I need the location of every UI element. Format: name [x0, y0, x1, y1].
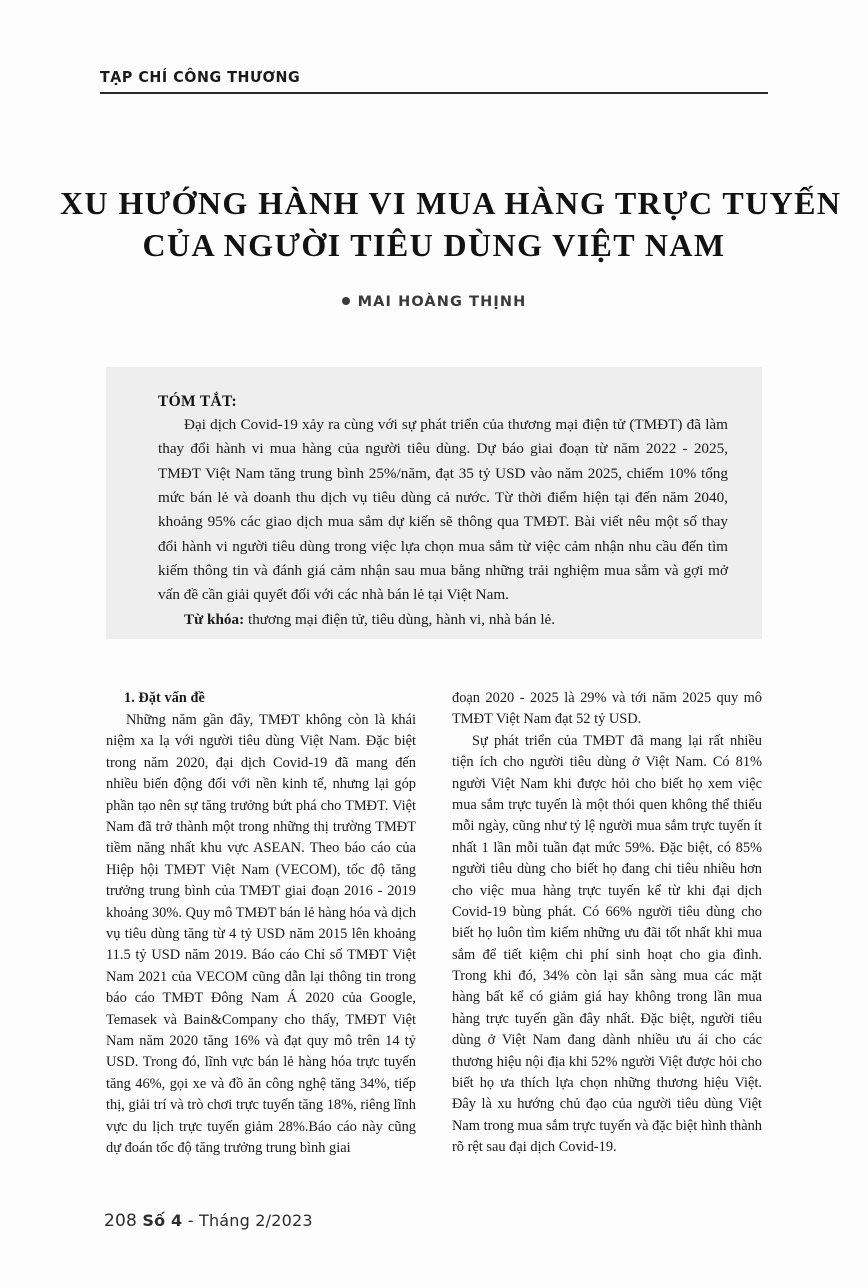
footer-separator: -	[187, 1211, 194, 1230]
page-title	[60, 183, 842, 266]
author-name: MAI HOÀNG THỊNH	[357, 294, 527, 310]
page-number: 208	[104, 1211, 138, 1231]
author-byline	[60, 294, 808, 310]
keywords-label: Từ khóa:	[184, 610, 245, 628]
bullet-dot-icon	[342, 297, 350, 305]
masthead-divider	[100, 92, 768, 94]
keywords-value: thương mại điện tử, tiêu dùng, hành vi, nhà bán lẻ.	[244, 610, 556, 628]
issue-number: Số 4	[142, 1211, 183, 1230]
title-line-2: CỦA NGƯỜI TIÊU DÙNG VIỆT NAM	[142, 227, 726, 264]
title-line-1: XU HƯỚNG HÀNH VI MUA HÀNG TRỰC TUYẾN	[60, 185, 842, 222]
paragraph-right-2: Sự phát triển của TMĐT đã mang lại rất nhiều tiện ích cho người tiêu dùng ở Việt Nam. Có 81% người Việt Nam khi được hỏi cho biết họ xem việc mua sắm trực tuyến là một thói quen không thể thiếu mỗi ngày, cũng như tỷ lệ người mua sắm trực tuyến ít nhất 1 lần mỗi tuần đạt mức 59%. Đặc biệt, có 85% người tiêu dùng cho biết họ đang chi tiêu nhiều hơn cho việc mua hàng trực tuyến kể từ khi đại dịch Covid-19 bùng phát. Có 66% người tiêu dùng cho biết họ luôn tìm kiếm những ưu đãi tốt nhất khi mua sắm để tiết kiệm chi phí sinh hoạt cho gia đình. Trong khi đó, 34% còn lại sẵn sàng mua các mặt hàng bất kể có giảm giá hay không trong lần mua hàng trực tuyến gần đây nhất. Đặc biệt, người tiêu dùng ở Việt Nam đang dành nhiều ưu ái cho các thương hiệu nội địa khi 52% người Việt được hỏi cho biết họ ưa thích lựa chọn những thương hiệu Việt. Đây là xu hướng chủ đạo của người tiêu dùng Việt Nam trong mua sắm trực tuyến và đặc biệt hình thành rõ rệt sau đại dịch Covid-19.	[452, 732, 762, 1156]
body-columns	[106, 688, 762, 1158]
abstract-heading: TÓM TẮT:	[158, 393, 237, 410]
paragraph-left-1: Những năm gần đây, TMĐT không còn là khái niệm xa lạ với người tiêu dùng Việt Nam. Đặc biệt trong năm 2020, đại dịch Covid-19 đã mang đến nhiều biến động đối với nền kinh tế, nhưng lại góp phần tạo nên sự tăng trưởng bứt phá cho TMĐT. Việt Nam đã trở thành một trong những thị trường TMĐT tiềm năng nhất khu vực ASEAN. Theo báo cáo của Hiệp hội TMĐT Việt Nam (VECOM), tốc độ tăng trưởng trung bình của TMĐT giai đoạn 2016 - 2019 khoảng 30%. Quy mô TMĐT bán lẻ hàng hóa và dịch vụ tiêu dùng tăng từ 4 tỷ USD năm 2015 lên khoảng 11.5 tỷ USD năm 2019. Báo cáo Chỉ số TMĐT Việt Nam 2021 của VECOM cũng dẫn lại thông tin trong báo cáo TMĐT Đông Nam Á 2020 của Google, Temasek và Bain&Company cho thấy, TMĐT Việt Nam năm 2020 tăng 16% và đạt quy mô trên 14 tỷ USD. Trong đó, lĩnh vực bán lẻ hàng hóa trực tuyến tăng 46%, gọi xe và đồ ăn công nghệ tăng 34%, tiếp thị, giải trí và trò chơi trực tuyến tăng 18%, riêng lĩnh vực du lịch trực tuyến giảm 28%.Báo cáo này cũng dự đoán tốc độ tăng trưởng trung bình giai	[106, 712, 417, 1156]
paragraph-right-continuation: đoạn 2020 - 2025 là 29% và tới năm 2025 quy mô TMĐT Việt Nam đạt 52 tỷ USD.	[452, 690, 762, 728]
journal-name: TẠP CHÍ CÔNG THƯƠNG	[100, 68, 301, 86]
issue-date: Tháng 2/2023	[198, 1211, 313, 1230]
page-footer	[104, 1211, 313, 1231]
abstract-body: Đại dịch Covid-19 xảy ra cùng với sự phát triển của thương mại điện tử (TMĐT) đã làm thay đổi hành vi mua hàng của người tiêu dùng. Dự báo giai đoạn từ năm 2022 - 2025, TMĐT Việt Nam tăng trung bình 25%/năm, đạt 35 tỷ USD vào năm 2025, chiếm 10% tổng mức bán lẻ và doanh thu dịch vụ tiêu dùng cả nước. Từ thời điểm hiện tại đến năm 2040, khoảng 95% các giao dịch mua sắm dự kiến sẽ thông qua TMĐT. Bài viết nêu một số thay đổi hành vi người tiêu dùng trong việc lựa chọn mua sắm từ việc cảm nhận nhu cầu đến tìm kiếm thông tin và đánh giá cảm nhận sau mua bằng những trải nghiệm mua sắm và gợi mở vấn đề cần giải quyết đối với các nhà bán lẻ tại Việt Nam.	[158, 416, 728, 604]
abstract-section	[106, 367, 762, 639]
column-right	[452, 688, 762, 1158]
column-left	[106, 688, 416, 1158]
abstract-keywords	[158, 608, 728, 632]
masthead	[100, 68, 768, 94]
section-heading-1: 1. Đặt vấn đề	[124, 690, 205, 706]
